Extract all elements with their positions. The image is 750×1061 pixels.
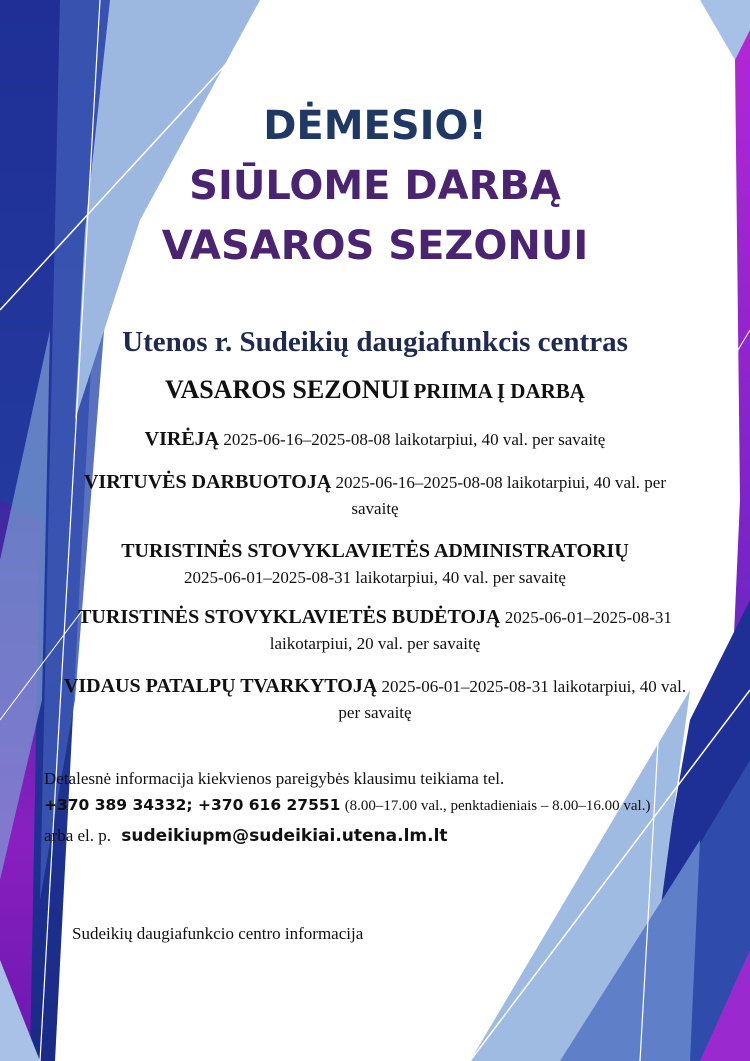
footer-note: Sudeikių daugiafunkcio centro informacija (72, 924, 364, 943)
job-title: VIDAUS PATALPŲ TVARKYTOJĄ (63, 675, 378, 697)
job-item (60, 604, 690, 657)
working-hours: (8.00–17.00 val., penktadieniais – 8.00–16.00 val.) (344, 798, 651, 814)
job-item (60, 673, 690, 726)
accepts-season: VASAROS SEZONUI (165, 375, 410, 404)
organization-name: Utenos r. Sudeikių daugiafunkcis centras (122, 326, 628, 358)
accepts-hiring: PRIIMA Į DARBĄ (413, 379, 585, 403)
job-details: 2025-06-01–2025-08-31 laikotarpiui, 40 val. per savaitę (338, 677, 687, 722)
heading-attention: DĖMESIO! (263, 103, 487, 149)
email-link[interactable]: sudeikiupm@sudeikiai.utena.lm.lt (121, 826, 448, 846)
job-details: 2025-06-16–2025-08-08 laikotarpiui, 40 val. per savaitę (223, 430, 606, 449)
job-title: TURISTINĖS STOVYKLAVIETĖS ADMINISTRATORIŲ (121, 540, 629, 562)
accepts-heading (0, 370, 750, 414)
contact-phones-line (44, 792, 724, 819)
job-details: 2025-06-01–2025-08-31 laikotarpiui, 20 val. per savaitę (269, 608, 672, 653)
job-title: TURISTINĖS STOVYKLAVIETĖS BUDĖTOJĄ (78, 606, 501, 628)
email-prefix: arba el. p. (44, 826, 112, 845)
contact-intro: Detalesnė informacija kiekvienos pareigybės klausimu teikiama tel. (44, 769, 505, 788)
job-details: 2025-06-01–2025-08-31 laikotarpiui, 40 val. per savaitę (184, 568, 566, 587)
job-item (60, 426, 690, 453)
contact-info (44, 766, 724, 849)
heading-offer-job: SIŪLOME DARBĄ (189, 163, 561, 209)
heading-summer-season: VASAROS SEZONUI (161, 223, 589, 269)
phone-numbers[interactable]: +370 389 34332; +370 616 27551 (44, 796, 341, 814)
job-title: VIRĖJĄ (144, 428, 220, 450)
job-details: 2025-06-16–2025-08-08 laikotarpiui, 40 val. per savaitę (335, 473, 667, 518)
contact-email-line (44, 823, 724, 849)
job-title: VIRTUVĖS DARBUOTOJĄ (83, 471, 332, 493)
job-item (60, 538, 690, 591)
job-item (60, 469, 690, 522)
